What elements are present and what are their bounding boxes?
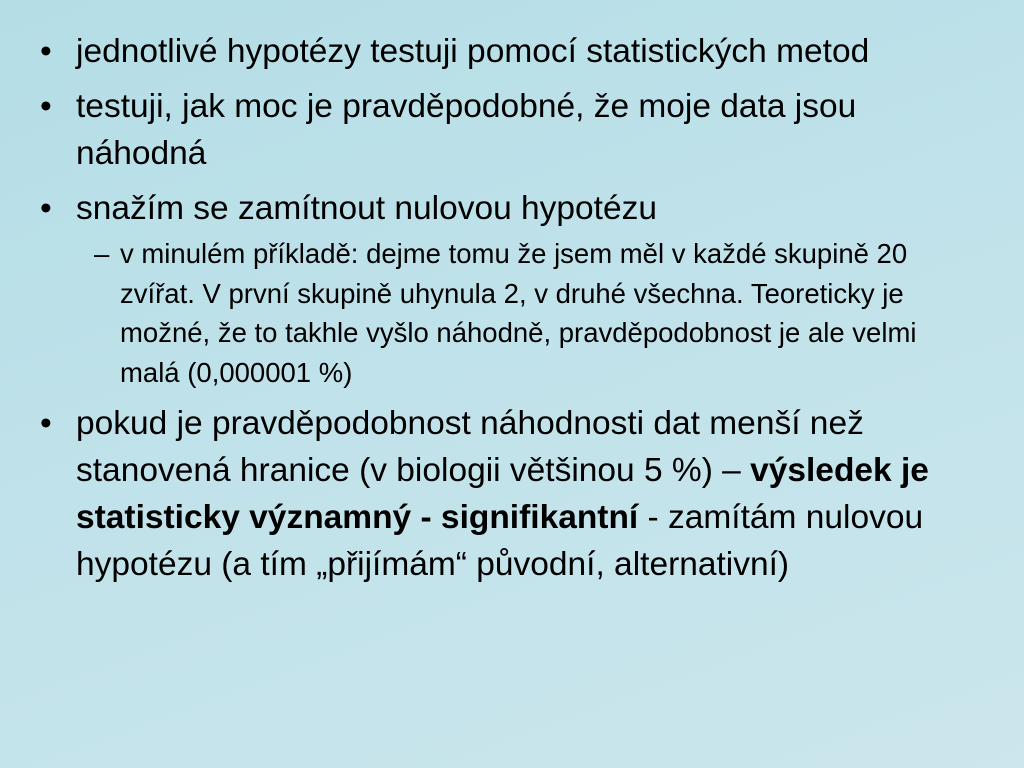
bullet-text-before: pokud je pravděpodobnost náhodnosti dat menší než stanovená hranice (v biologii většinou 5 %) – (76, 405, 864, 489)
sub-bullet-list (76, 234, 980, 392)
bullet-item (40, 185, 980, 392)
bullet-bold-text: výsledek je statisticky významný - signifikantní (76, 452, 929, 536)
bullet-marker: • (40, 190, 52, 227)
sub-bullet-marker: – (94, 238, 110, 269)
bullet-item (40, 83, 980, 177)
bullet-marker: • (40, 88, 52, 125)
sub-bullet-item (76, 234, 980, 392)
bullet-marker: • (40, 33, 52, 70)
bullet-text: jednotlivé hypotézy testuji pomocí statistických metod (76, 33, 870, 70)
bullet-text: snažím se zamítnout nulovou hypotézu (76, 190, 657, 227)
bullet-item (40, 400, 980, 588)
sub-bullet-text: v minulém příkladě: dejme tomu že jsem měl v každé skupině 20 zvířat. V první skupině uhynula 2, v druhé všechna. Teoreticky je možné, že to takhle vyšlo náhodně, pravděpodobnost je ale velmi malá (0,000001 %) (120, 238, 917, 388)
bullet-text: testuji, jak moc je pravděpodobné, že moje data jsou náhodná (76, 88, 857, 172)
bullet-marker: • (40, 405, 52, 442)
bullet-text-after: - zamítám nulovou hypotézu (a tím „přijímám“ původní, alternativní) (76, 499, 924, 583)
bullet-item (40, 28, 980, 75)
bullet-list (40, 28, 980, 596)
